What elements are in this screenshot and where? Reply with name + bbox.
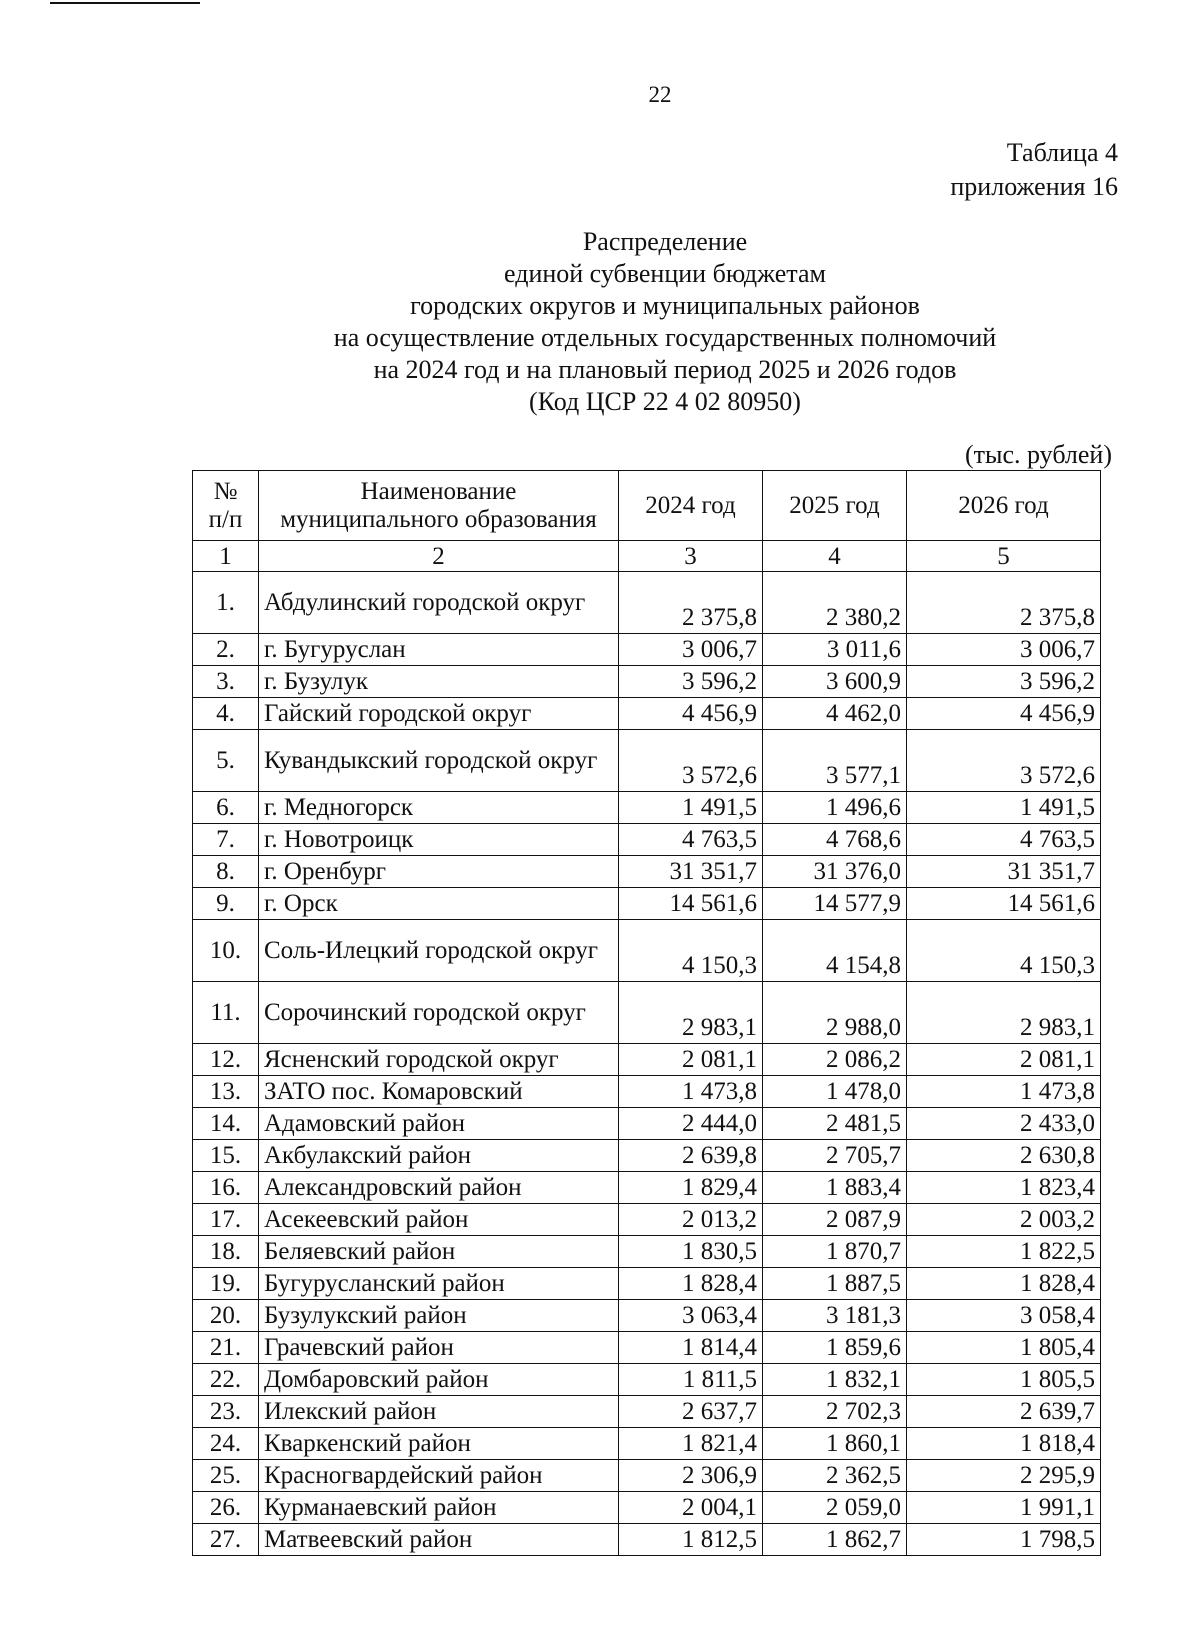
value-2026: 1 823,4 bbox=[907, 1172, 1101, 1204]
value-2025: 1 883,4 bbox=[763, 1172, 907, 1204]
header-number bbox=[193, 471, 259, 541]
value-2024: 4 763,5 bbox=[619, 824, 763, 856]
row-number: 16. bbox=[193, 1172, 259, 1204]
value-2025: 1 832,1 bbox=[763, 1364, 907, 1396]
municipality-name: г. Оренбург bbox=[259, 856, 619, 888]
heading-line: Распределение bbox=[582, 227, 748, 256]
value-2024: 3 063,4 bbox=[619, 1300, 763, 1332]
row-number: 3. bbox=[193, 666, 259, 698]
header-number-line1: № bbox=[213, 477, 238, 505]
municipality-name: г. Медногорск bbox=[259, 792, 619, 824]
value-2026: 31 351,7 bbox=[907, 856, 1101, 888]
value-2026: 1 828,4 bbox=[907, 1268, 1101, 1300]
row-number: 5. bbox=[193, 730, 259, 792]
value-2024: 1 491,5 bbox=[619, 792, 763, 824]
municipality-name: Ясненский городской округ bbox=[259, 1044, 619, 1076]
value-2026: 1 805,4 bbox=[907, 1332, 1101, 1364]
municipality-name: Адамовский район bbox=[259, 1108, 619, 1140]
column-number: 2 bbox=[259, 541, 619, 572]
header-2025: 2025 год bbox=[763, 471, 907, 541]
row-number: 24. bbox=[193, 1428, 259, 1460]
value-2025: 2 087,9 bbox=[763, 1204, 907, 1236]
value-2025: 2 705,7 bbox=[763, 1140, 907, 1172]
value-2025: 2 362,5 bbox=[763, 1460, 907, 1492]
value-2024: 2 639,8 bbox=[619, 1140, 763, 1172]
municipality-name: Грачевский район bbox=[259, 1332, 619, 1364]
table-body bbox=[193, 572, 1101, 1556]
row-number: 1. bbox=[193, 572, 259, 634]
municipality-name: г. Новотроицк bbox=[259, 824, 619, 856]
value-2025: 1 870,7 bbox=[763, 1236, 907, 1268]
table-row bbox=[193, 1108, 1101, 1140]
value-2025: 1 478,0 bbox=[763, 1076, 907, 1108]
value-2025: 1 862,7 bbox=[763, 1524, 907, 1556]
row-number: 20. bbox=[193, 1300, 259, 1332]
value-2024: 1 829,4 bbox=[619, 1172, 763, 1204]
municipality-name: г. Орск bbox=[259, 888, 619, 920]
value-2025: 3 011,6 bbox=[763, 634, 907, 666]
value-2024: 1 473,8 bbox=[619, 1076, 763, 1108]
municipality-name: Асекеевский район bbox=[259, 1204, 619, 1236]
header-name-line2: муниципального образования bbox=[280, 505, 597, 533]
value-2026: 4 150,3 bbox=[907, 920, 1101, 982]
municipality-name: Александровский район bbox=[259, 1172, 619, 1204]
value-2025: 31 376,0 bbox=[763, 856, 907, 888]
table-row bbox=[193, 1332, 1101, 1364]
municipality-name: Матвеевский район bbox=[259, 1524, 619, 1556]
municipality-name: Гайский городской округ bbox=[259, 698, 619, 730]
value-2025: 1 859,6 bbox=[763, 1332, 907, 1364]
table-row bbox=[193, 1396, 1101, 1428]
value-2026: 2 375,8 bbox=[907, 572, 1101, 634]
row-number: 2. bbox=[193, 634, 259, 666]
municipality-name: Абдулинский городской округ bbox=[259, 572, 619, 634]
row-number: 27. bbox=[193, 1524, 259, 1556]
municipality-name: Кувандыкский городской округ bbox=[259, 730, 619, 792]
municipality-name: Бузулукский район bbox=[259, 1300, 619, 1332]
value-2026: 1 798,5 bbox=[907, 1524, 1101, 1556]
value-2024: 3 006,7 bbox=[619, 634, 763, 666]
heading-line: городских округов и муниципальных районов bbox=[410, 291, 920, 320]
value-2024: 1 812,5 bbox=[619, 1524, 763, 1556]
table-row bbox=[193, 1044, 1101, 1076]
value-2026: 2 983,1 bbox=[907, 982, 1101, 1044]
header-2024: 2024 год bbox=[619, 471, 763, 541]
table-row bbox=[193, 1204, 1101, 1236]
row-number: 22. bbox=[193, 1364, 259, 1396]
header-name-line1: Наименование bbox=[360, 477, 517, 505]
table-row bbox=[193, 1236, 1101, 1268]
row-number: 23. bbox=[193, 1396, 259, 1428]
unit-label: (тыс. рублей) bbox=[964, 440, 1112, 469]
heading-line: единой субвенции бюджетам bbox=[504, 259, 826, 288]
value-2025: 4 462,0 bbox=[763, 698, 907, 730]
value-2025: 2 702,3 bbox=[763, 1396, 907, 1428]
value-2025: 1 887,5 bbox=[763, 1268, 907, 1300]
value-2026: 2 639,7 bbox=[907, 1396, 1101, 1428]
value-2026: 1 473,8 bbox=[907, 1076, 1101, 1108]
table-row bbox=[193, 888, 1101, 920]
column-number: 1 bbox=[193, 541, 259, 572]
table-row bbox=[193, 920, 1101, 982]
document-heading bbox=[0, 226, 1200, 418]
header-2026: 2026 год bbox=[907, 471, 1101, 541]
table-row bbox=[193, 1364, 1101, 1396]
value-2025: 4 768,6 bbox=[763, 824, 907, 856]
value-2026: 3 572,6 bbox=[907, 730, 1101, 792]
value-2024: 3 572,6 bbox=[619, 730, 763, 792]
table-row bbox=[193, 856, 1101, 888]
table-row bbox=[193, 1300, 1101, 1332]
value-2024: 2 444,0 bbox=[619, 1108, 763, 1140]
row-number: 19. bbox=[193, 1268, 259, 1300]
page-number: 22 bbox=[648, 82, 672, 107]
table-header-row bbox=[193, 471, 1101, 541]
column-number: 3 bbox=[619, 541, 763, 572]
value-2025: 2 481,5 bbox=[763, 1108, 907, 1140]
value-2025: 14 577,9 bbox=[763, 888, 907, 920]
value-2024: 1 821,4 bbox=[619, 1428, 763, 1460]
column-number: 4 bbox=[763, 541, 907, 572]
value-2024: 1 830,5 bbox=[619, 1236, 763, 1268]
value-2025: 3 600,9 bbox=[763, 666, 907, 698]
table-row bbox=[193, 1172, 1101, 1204]
row-number: 12. bbox=[193, 1044, 259, 1076]
value-2026: 2 003,2 bbox=[907, 1204, 1101, 1236]
value-2024: 2 306,9 bbox=[619, 1460, 763, 1492]
value-2026: 14 561,6 bbox=[907, 888, 1101, 920]
value-2024: 4 456,9 bbox=[619, 698, 763, 730]
value-2024: 1 828,4 bbox=[619, 1268, 763, 1300]
value-2026: 3 596,2 bbox=[907, 666, 1101, 698]
header-name bbox=[259, 471, 619, 541]
table-ref-line2: приложения 16 bbox=[950, 172, 1118, 201]
row-number: 7. bbox=[193, 824, 259, 856]
value-2025: 1 496,6 bbox=[763, 792, 907, 824]
table-row bbox=[193, 792, 1101, 824]
value-2026: 4 456,9 bbox=[907, 698, 1101, 730]
heading-line: (Код ЦСР 22 4 02 80950) bbox=[529, 387, 801, 416]
value-2024: 14 561,6 bbox=[619, 888, 763, 920]
value-2024: 2 081,1 bbox=[619, 1044, 763, 1076]
heading-line: на осуществление отдельных государственных полномочий bbox=[333, 323, 997, 352]
table-reference bbox=[950, 136, 1118, 204]
value-2026: 2 081,1 bbox=[907, 1044, 1101, 1076]
municipality-name: Домбаровский район bbox=[259, 1364, 619, 1396]
value-2024: 31 351,7 bbox=[619, 856, 763, 888]
value-2026: 1 491,5 bbox=[907, 792, 1101, 824]
value-2026: 3 006,7 bbox=[907, 634, 1101, 666]
row-number: 4. bbox=[193, 698, 259, 730]
value-2024: 2 004,1 bbox=[619, 1492, 763, 1524]
table-row bbox=[193, 1076, 1101, 1108]
table-row bbox=[193, 1460, 1101, 1492]
value-2026: 1 818,4 bbox=[907, 1428, 1101, 1460]
row-number: 18. bbox=[193, 1236, 259, 1268]
value-2024: 4 150,3 bbox=[619, 920, 763, 982]
row-number: 26. bbox=[193, 1492, 259, 1524]
value-2025: 2 086,2 bbox=[763, 1044, 907, 1076]
table-row bbox=[193, 572, 1101, 634]
municipality-name: Акбулакский район bbox=[259, 1140, 619, 1172]
row-number: 13. bbox=[193, 1076, 259, 1108]
municipality-name: Кваркенский район bbox=[259, 1428, 619, 1460]
row-number: 14. bbox=[193, 1108, 259, 1140]
table-row bbox=[193, 634, 1101, 666]
row-number: 9. bbox=[193, 888, 259, 920]
column-number-row bbox=[193, 541, 1101, 572]
value-2025: 1 860,1 bbox=[763, 1428, 907, 1460]
row-number: 8. bbox=[193, 856, 259, 888]
value-2026: 4 763,5 bbox=[907, 824, 1101, 856]
table-row bbox=[193, 1428, 1101, 1460]
municipality-name: Илекский район bbox=[259, 1396, 619, 1428]
row-number: 21. bbox=[193, 1332, 259, 1364]
value-2024: 2 375,8 bbox=[619, 572, 763, 634]
table-row bbox=[193, 666, 1101, 698]
value-2025: 2 988,0 bbox=[763, 982, 907, 1044]
table-row bbox=[193, 1524, 1101, 1556]
value-2026: 2 433,0 bbox=[907, 1108, 1101, 1140]
value-2024: 2 637,7 bbox=[619, 1396, 763, 1428]
value-2024: 2 983,1 bbox=[619, 982, 763, 1044]
value-2025: 2 059,0 bbox=[763, 1492, 907, 1524]
municipality-name: Беляевский район bbox=[259, 1236, 619, 1268]
value-2024: 1 811,5 bbox=[619, 1364, 763, 1396]
row-number: 25. bbox=[193, 1460, 259, 1492]
table-row bbox=[193, 730, 1101, 792]
header-number-line2: п/п bbox=[208, 505, 243, 533]
table-row bbox=[193, 824, 1101, 856]
table-ref-line1: Таблица 4 bbox=[1006, 138, 1118, 167]
value-2026: 1 991,1 bbox=[907, 1492, 1101, 1524]
municipality-name: Сорочинский городской округ bbox=[259, 982, 619, 1044]
row-number: 17. bbox=[193, 1204, 259, 1236]
municipality-name: Соль-Илецкий городской округ bbox=[259, 920, 619, 982]
value-2026: 2 630,8 bbox=[907, 1140, 1101, 1172]
value-2026: 2 295,9 bbox=[907, 1460, 1101, 1492]
value-2024: 2 013,2 bbox=[619, 1204, 763, 1236]
value-2024: 1 814,4 bbox=[619, 1332, 763, 1364]
municipality-name: г. Бузулук bbox=[259, 666, 619, 698]
value-2026: 3 058,4 bbox=[907, 1300, 1101, 1332]
column-number: 5 bbox=[907, 541, 1101, 572]
table-row bbox=[193, 982, 1101, 1044]
value-2024: 3 596,2 bbox=[619, 666, 763, 698]
value-2025: 4 154,8 bbox=[763, 920, 907, 982]
subvention-table bbox=[192, 470, 1101, 1556]
table-row bbox=[193, 1492, 1101, 1524]
row-number: 11. bbox=[193, 982, 259, 1044]
value-2025: 2 380,2 bbox=[763, 572, 907, 634]
municipality-name: г. Бугуруслан bbox=[259, 634, 619, 666]
heading-line: на 2024 год и на плановый период 2025 и 2026 годов bbox=[373, 355, 957, 384]
municipality-name: ЗАТО пос. Комаровский bbox=[259, 1076, 619, 1108]
municipality-name: Бугурусланский район bbox=[259, 1268, 619, 1300]
row-number: 6. bbox=[193, 792, 259, 824]
table-row bbox=[193, 698, 1101, 730]
table-row bbox=[193, 1140, 1101, 1172]
table-row bbox=[193, 1268, 1101, 1300]
value-2026: 1 805,5 bbox=[907, 1364, 1101, 1396]
municipality-name: Красногвардейский район bbox=[259, 1460, 619, 1492]
value-2026: 1 822,5 bbox=[907, 1236, 1101, 1268]
top-rule bbox=[50, 2, 200, 4]
value-2025: 3 577,1 bbox=[763, 730, 907, 792]
row-number: 15. bbox=[193, 1140, 259, 1172]
municipality-name: Курманаевский район bbox=[259, 1492, 619, 1524]
value-2025: 3 181,3 bbox=[763, 1300, 907, 1332]
row-number: 10. bbox=[193, 920, 259, 982]
